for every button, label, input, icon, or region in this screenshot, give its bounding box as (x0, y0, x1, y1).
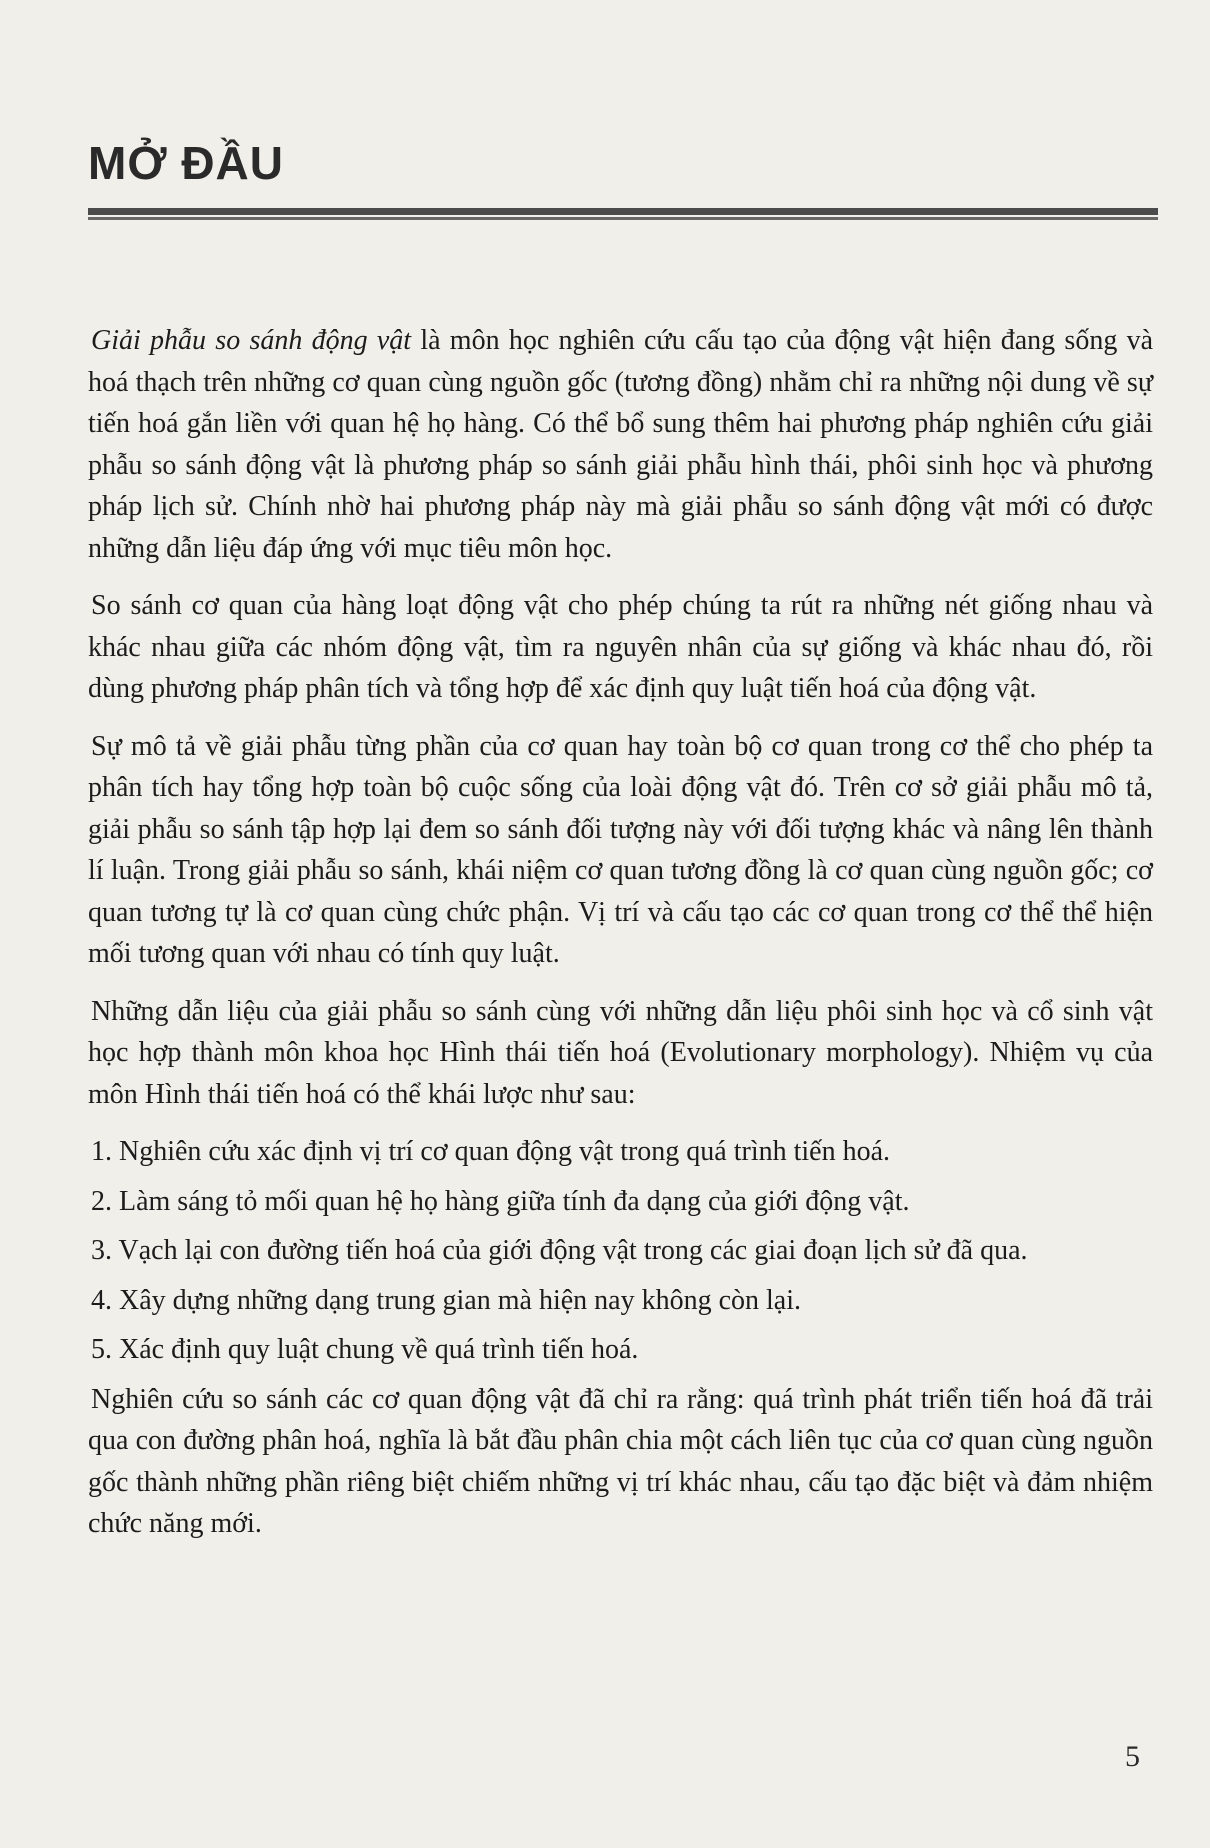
body-text (88, 320, 1153, 1561)
paragraph-4: Những dẫn liệu của giải phẫu so sánh cùng với những dẫn liệu phôi sinh học và cổ sinh vật học hợp thành môn khoa học Hình thái tiến hoá (Evolutionary morphology). Nhiệm vụ của môn Hình thái tiến hoá có thể khái lược như sau: (88, 995, 1153, 1110)
list-item: 2. Làm sáng tỏ mối quan hệ họ hàng giữa tính đa dạng của giới động vật. (91, 1185, 910, 1217)
paragraph-2: So sánh cơ quan của hàng loạt động vật cho phép chúng ta rút ra những nét giống nhau và khác nhau giữa các nhóm động vật, tìm ra nguyên nhân của sự giống và khác nhau đó, rồi dùng phương pháp phân tích và tổng hợp để xác định quy luật tiến hoá của động vật. (88, 590, 1153, 704)
paragraph-1 (88, 320, 1153, 569)
title-underline-rule (88, 208, 1158, 220)
list-item: 5. Xác định quy luật chung về quá trình tiến hoá. (91, 1334, 639, 1365)
chapter-title: MỞ ĐẦU (88, 137, 284, 189)
term-emphasis: Giải phẫu so sánh động vật (91, 325, 412, 356)
list-item: 1. Nghiên cứu xác định vị trí cơ quan động vật trong quá trình tiến hoá. (91, 1136, 891, 1167)
paragraph-3: Sự mô tả về giải phẫu từng phần của cơ quan hay toàn bộ cơ quan trong cơ thể cho phép ta phân tích hay tổng hợp toàn bộ cuộc sống của loài động vật đó. Trên cơ sở giải phẫu mô tả, giải phẫu so sánh tập hợp lại đem so sánh đối tượng này với đối tượng khác và nâng lên thành lí luận. Trong giải phẫu so sánh, khái niệm cơ quan tương đồng là cơ quan cùng nguồn gốc; cơ quan tương tự là cơ quan cùng chức phận. Vị trí và cấu tạo các cơ quan trong cơ thể thể hiện mối tương quan với nhau có tính quy luật. (88, 730, 1153, 969)
paragraph-1-text: là môn học nghiên cứu cấu tạo của động vật hiện đang sống và hoá thạch trên những cơ quan cùng nguồn gốc (tương đồng) nhằm chỉ ra những nội dung về sự tiến hoá gắn liền với quan hệ họ hàng. Có thể bổ sung thêm hai phương pháp nghiên cứu giải phẫu so sánh động vật là phương pháp so sánh giải phẫu hình thái, phôi sinh học và phương pháp lịch sử. Chính nhờ hai phương pháp này mà giải phẫu so sánh động vật mới có được những dẫn liệu đáp ứng với mục tiêu môn học. (88, 325, 1154, 564)
list-item: 3. Vạch lại con đường tiến hoá của giới động vật trong các giai đoạn lịch sử đã qua. (91, 1235, 1028, 1266)
chapter-header (88, 137, 1158, 220)
page-number: 5 (1125, 1740, 1140, 1773)
paragraph-5: Nghiên cứu so sánh các cơ quan động vật đã chỉ ra rằng: quá trình phát triển tiến hoá đã trải qua con đường phân hoá, nghĩa là bắt đầu phân chia một cách liên tục của cơ quan cùng nguồn gốc thành những phần riêng biệt chiếm những vị trí khác nhau, cấu tạo đặc biệt và đảm nhiệm chức năng mới. (88, 1383, 1153, 1539)
list-item: 4. Xây dựng những dạng trung gian mà hiện nay không còn lại. (91, 1284, 801, 1316)
